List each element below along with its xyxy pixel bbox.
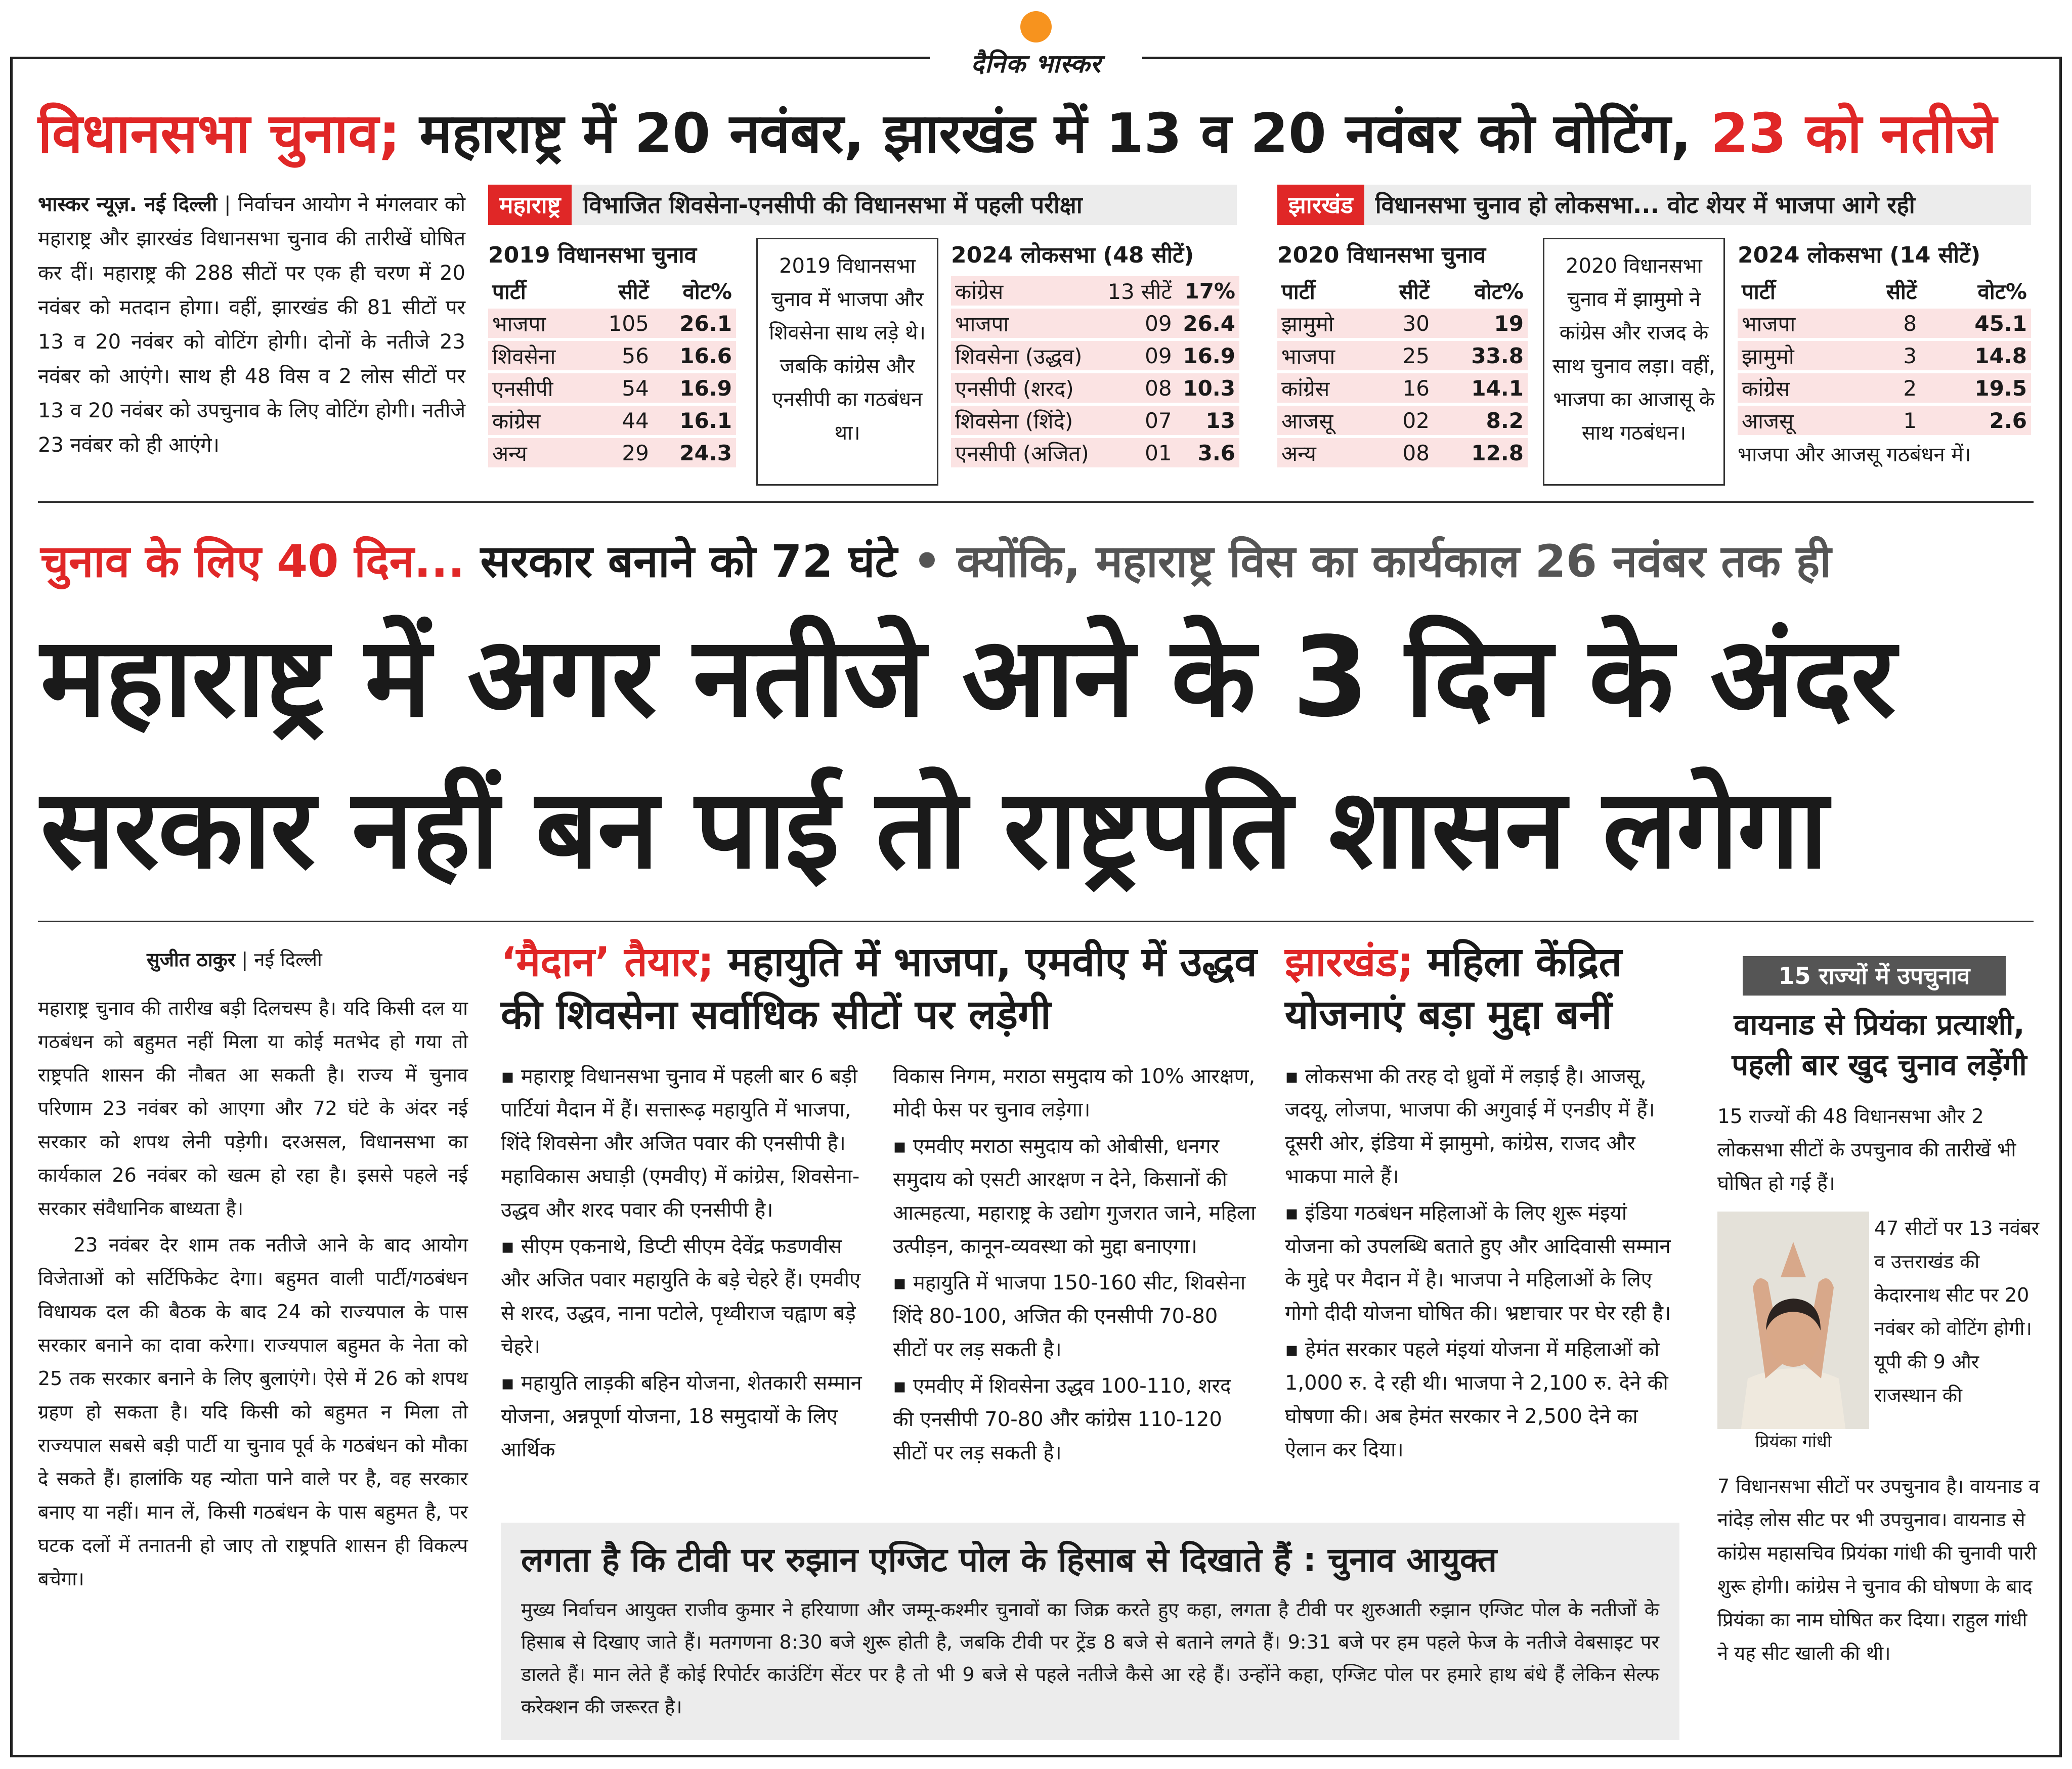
table-row (951, 406, 1239, 435)
cell-vote: 14.1 (1434, 373, 1528, 403)
maharashtra-header (488, 185, 1237, 225)
cell-seats: 54 (586, 373, 653, 403)
jharkhand-header (1277, 185, 2031, 225)
cell-party: भाजपा (1738, 309, 1850, 338)
cell-party: शिवसेना (शिंदे) (951, 406, 1100, 435)
cell-party: शिवसेना (उद्धव) (951, 341, 1100, 370)
jharkhand-story-headline (1285, 936, 1679, 1041)
table-row (1277, 341, 1528, 370)
subhead-black: सरकार बनाने को 72 घंटे (464, 535, 897, 587)
cell-vote: 3.6 (1176, 438, 1239, 467)
cell-vote: 16.9 (653, 373, 736, 403)
subhead (40, 529, 2044, 594)
author-place: नई दिल्ली (254, 948, 322, 971)
subhead-red: चुनाव के लिए 40 दिन... (40, 535, 465, 587)
main-headline-line1: महाराष्ट्र में अगर नतीजे आने के 3 दिन के अंदर (40, 614, 1895, 742)
maidan-bullet: ▪ महाराष्ट्र विधानसभा चुनाव में पहली बार 6 बड़ी पार्टियां मैदान में हैं। सत्तारूढ़ महायुति में भाजपा, शिंदे शिवसेना और अजित पवार की एनसीपी है। महाविकास अघाड़ी (एमवीए) में कांग्रेस, शिवसेना-उद्धव और शरद पवार की एनसीपी है। (501, 1065, 860, 1222)
col-party: पार्टी (1281, 279, 1315, 304)
quote-box (501, 1523, 1679, 1740)
cell-seats: 29 (586, 438, 653, 467)
cell-vote: 16.6 (653, 341, 736, 370)
cell-vote: 13 (1176, 406, 1239, 435)
cell-seats: 44 (586, 406, 653, 435)
cell-party: अन्य (488, 438, 586, 467)
cell-seats: 30 (1373, 309, 1434, 338)
cell-party: कांग्रेस (951, 276, 1100, 306)
headline-red-tail: 23 को नतीजे (1691, 102, 1997, 165)
jh-2024-table (1738, 238, 2031, 471)
cell-party: कांग्रेस (1277, 373, 1373, 403)
maidan-col-2 (893, 1060, 1257, 1515)
maharashtra-heading: विभाजित शिवसेना-एनसीपी की विधानसभा में पहली परीक्षा (583, 191, 1083, 219)
author-name: सुजीत ठाकुर (147, 948, 236, 971)
maidan-bullet: विकास निगम, मराठा समुदाय को 10% आरक्षण, मोदी फेस पर चुनाव लड़ेगा। (893, 1065, 1256, 1121)
bypoll-headline: वायनाड से प्रियंका प्रत्याशी, पहली बार खुद चुनाव लड़ेंगी (1732, 1007, 2027, 1082)
table-row (1738, 373, 2031, 403)
table-row (1277, 406, 1528, 435)
cell-party: कांग्रेस (488, 406, 586, 435)
quote-text: मुख्य निर्वाचन आयुक्त राजीव कुमार ने हरियाणा और जम्मू-कश्मीर चुनावों का जिक्र करते हुए कहा, लगता है टीवी पर शुरुआती रुझान एग्जिट पोल के नतीजों के हिसाब से दिखाए जाते हैं। मतगणना 8:30 बजे शुरू होती है, जबकि टीवी पर ट्रेंड 8 बजे से बताने लगते हैं। 9:31 बजे पर हम पहले फेज के नतीजे वेबसाइट पर डालते हैं। मान लेते हैं कोई रिपोर्टर काउंटिंग सेंटर पर है तो भी 9 बजे से पहले नतीजे कैसे आ रहे हैं। उन्होंने कहा, एग्जिट पोल पर हमारे हाथ बंधे हैं लेकिन सेल्फ करेक्शन की जरूरत है। (521, 1599, 1659, 1718)
cell-vote: 33.8 (1434, 341, 1528, 370)
table-row (488, 406, 736, 435)
maidan-bullet: ▪ एमवीए मराठा समुदाय को ओबीसी, धनगर समुदाय को एसटी आरक्षण न देने, किसानों की आत्महत्या, महाराष्ट्र के उद्योग गुजरात जाने, महिला उत्पीड़न, कानून-व्यवस्था को मुद्दा बनाएगा। (893, 1135, 1256, 1258)
mh-2019-table (488, 238, 736, 470)
table-row (1277, 373, 1528, 403)
masthead (930, 11, 1142, 87)
photo-caption: प्रियंका गांधी (1755, 1432, 1832, 1452)
table-row (951, 276, 1239, 306)
jharkhand-tag: झारखंड (1277, 185, 1364, 225)
cell-seats: 09 (1100, 341, 1176, 370)
cell-vote: 24.3 (653, 438, 736, 467)
cell-seats: 08 (1100, 373, 1176, 403)
main-headline-line2: सरकार नहीं बन पाई तो राष्ट्रपति शासन लगेगा (40, 765, 1827, 893)
cell-party: अन्य (1277, 438, 1373, 467)
table-row (1738, 309, 2031, 338)
cell-party: भाजपा (951, 309, 1100, 338)
top-headline (38, 96, 2041, 172)
jh-2024-title: 2024 लोकसभा (14 सीटें) (1738, 242, 1981, 268)
quote-title: लगता है कि टीवी पर रुझान एग्जिट पोल के हिसाब से दिखाते हैं : चुनाव आयुक्त (521, 1540, 1497, 1579)
mh-note-box: 2019 विधानसभा चुनाव में भाजपा और शिवसेना साथ लड़े थे। जबकि कांग्रेस और एनसीपी का गठबंधन था। (756, 238, 938, 486)
jh-note-box: 2020 विधानसभा चुनाव में झामुमो ने कांग्रेस और राजद के साथ चुनाव लड़ा। वहीं, भाजपा का आजासू के साथ गठबंधन। (1543, 238, 1725, 486)
maidan-bullet: ▪ सीएम एकनाथे, डिप्टी सीएम देवेंद्र फडणवीस और अजित पवार महायुति के बड़े चेहरे हैं। एमवीए से शरद, उद्धव, नाना पटोले, पृथ्वीराज चह्वाण बड़े चेहरे। (501, 1235, 861, 1358)
cell-vote: 26.4 (1176, 309, 1239, 338)
cell-seats: 07 (1100, 406, 1176, 435)
person-photo-icon (1717, 1212, 1869, 1454)
col-vote: वोट% (682, 279, 732, 304)
maidan-bullet: ▪ एमवीए में शिवसेना उद्धव 100-110, शरद की एनसीपी 70-80 और कांग्रेस 110-120 सीटों पर लड़ सकती है। (893, 1374, 1231, 1464)
cell-vote: 16.9 (1176, 341, 1239, 370)
jharkhand-story-body (1285, 1060, 1679, 1515)
mh-2019-title: 2019 विधानसभा चुनाव (488, 242, 697, 268)
table-row (1738, 341, 2031, 370)
cell-vote: 26.1 (653, 309, 736, 338)
cell-party: भाजपा (488, 309, 586, 338)
table-row (951, 309, 1239, 338)
jh-2024-footnote: भाजपा और आजसू गठबंधन में। (1738, 443, 1971, 466)
main-byline: सुजीत ठाकुर | नई दिल्ली (147, 948, 322, 971)
col-party: पार्टी (492, 279, 526, 304)
cell-vote: 45.1 (1921, 309, 2031, 338)
subhead-grey: • क्योंकि, महाराष्ट्र विस का कार्यकाल 26 नवंबर तक ही (897, 535, 1832, 587)
cell-seats: 09 (1100, 309, 1176, 338)
main-story (38, 991, 468, 1730)
divider (38, 501, 2034, 503)
col-seats: सीटें (618, 279, 649, 304)
cell-party: एनसीपी (शरद) (951, 373, 1100, 403)
col-seats: सीटें (1886, 279, 1917, 304)
main-para-1: महाराष्ट्र चुनाव की तारीख बड़ी दिलचस्प है। यदि किसी दल या गठबंधन को बहुमत नहीं मिला या कोई मतभेद हो गया तो राष्ट्रपति शासन की नौबत आ सकती है। राज्य में चुनाव परिणाम 23 नवंबर को आएगा और 72 घंटे के अंदर नई सरकार को शपथ लेनी पड़ेगी। दरअसल, विधानसभा का कार्यकाल 26 नवंबर को खत्म हो रहा है। इससे पहले नई सरकार संवैधानिक बाध्यता है। (38, 997, 468, 1220)
table-row (1738, 406, 2031, 435)
main-para-2: 23 नवंबर देर शाम तक नतीजे आने के बाद आयोग विजेताओं को सर्टिफिकेट देगा। बहुमत वाली पार्टी/गठबंधन विधायक दल की बैठक के बाद 24 को राज्यपाल के पास सरकार बनाने का दावा करेगा। राज्यपाल बहुमत के नेता को 25 तक सरकार बनाने के लिए बुलाएंगे। ऐसे में 26 को शपथ ग्रहण हो सकता है। यदि किसी को बहुमत न मिला तो राज्यपाल सबसे बड़ी पार्टी या चुनाव पूर्व के गठबंधन को मौका दे सकते हैं। हालांकि यह न्योता पाने वाले पर है, वह सरकार बनाए या नहीं। मान लें, किसी गठबंधन के पास बहुमत है, पर घटक दलों में तनातनी हो जाए तो राष्ट्रपति शासन ही विकल्प बचेगा। (38, 1234, 468, 1590)
headline-black: महाराष्ट्र में 20 नवंबर, झारखंड में 13 व 20 नवंबर को वोटिंग, (400, 102, 1692, 165)
jharkhand-heading: विधानसभा चुनाव हो लोकसभा... वोट शेयर में भाजपा आगे रही (1375, 191, 1915, 219)
headline-red: विधानसभा चुनाव; (38, 102, 401, 165)
bypoll-beside-photo: 47 सीटों पर 13 नवंबर व उत्तराखंड की केदारनाथ सीट पर 20 नवंबर को वोटिंग होगी। यूपी की 9 और राजस्थान की (1874, 1217, 2040, 1406)
cell-seats: 105 (586, 309, 653, 338)
main-headline (40, 602, 2044, 905)
col-seats: सीटें (1399, 279, 1430, 304)
cell-vote: 19.5 (1921, 373, 2031, 403)
divider (38, 921, 2034, 922)
cell-party: झामुमो (1738, 341, 1850, 370)
cell-party: कांग्रेस (1738, 373, 1850, 403)
jh-bullet: ▪ लोकसभा की तरह दो ध्रुवों में लड़ाई है। आजसू, जदयू, लोजपा, भाजपा की अगुवाई में एनडीए में हैं। दूसरी ओर, इंडिया में झामुमो, कांग्रेस, राजद और भाकपा माले हैं। (1285, 1065, 1655, 1188)
col-vote: वोट% (1474, 279, 1524, 304)
cell-seats: 16 (1373, 373, 1434, 403)
table-row (488, 341, 736, 370)
bypoll-badge: 15 राज्यों में उपचुनाव (1743, 956, 2006, 996)
cell-party: शिवसेना (488, 341, 586, 370)
bypoll-intro: 15 राज्यों की 48 विधानसभा और 2 लोकसभा सीटों के उपचुनाव की तारीखें भी घोषित हो गई हैं। (1717, 1105, 2016, 1195)
maidan-bullet: ▪ महायुति में भाजपा 150-160 सीट, शिवसेना शिंदे 80-100, अजित की एनसीपी 70-80 सीटों पर लड़ सकती है। (893, 1271, 1246, 1361)
maidan-col-1 (501, 1060, 865, 1515)
cell-seats: 3 (1850, 341, 1921, 370)
table-row (1277, 309, 1528, 338)
jh-head-red: झारखंड; (1285, 938, 1414, 985)
table-row (951, 341, 1239, 370)
table-row (488, 373, 736, 403)
cell-vote: 10.3 (1176, 373, 1239, 403)
cell-vote: 17% (1176, 276, 1239, 306)
col-vote: वोट% (1977, 279, 2027, 304)
maidan-headline (501, 936, 1260, 1041)
cell-vote: 19 (1434, 309, 1528, 338)
cell-party: एनसीपी (अजित) (951, 438, 1100, 467)
cell-vote: 8.2 (1434, 406, 1528, 435)
cell-party: भाजपा (1277, 341, 1373, 370)
cell-seats: 25 (1373, 341, 1434, 370)
table-row (488, 438, 736, 467)
cell-seats: 01 (1100, 438, 1176, 467)
cell-vote: 2.6 (1921, 406, 2031, 435)
jh-head-black: महिला केंद्रित योजनाएं बड़ा मुद्दा बनीं (1285, 938, 1622, 1038)
table-row (951, 373, 1239, 403)
table-row (488, 309, 736, 338)
cell-vote: 12.8 (1434, 438, 1528, 467)
cell-seats: 02 (1373, 406, 1434, 435)
maharashtra-tag: महाराष्ट्र (488, 185, 572, 225)
bypoll-rest: 7 विधानसभा सीटों पर उपचुनाव है। वायनाड व नांदेड़ लोस सीट पर भी उपचुनाव। वायनाड से कांग्रेस महासचिव प्रियंका गांधी की चुनावी पारी शुरू होगी। कांग्रेस ने चुनाव की घोषणा के बाद प्रियंका का नाम घोषित कर दिया। राहुल गांधी ने यह सीट खाली की थी। (1717, 1475, 2040, 1664)
cell-party: आजसू (1738, 406, 1850, 435)
col-party: पार्टी (1742, 279, 1776, 304)
masthead-name: दैनिक भास्कर (971, 49, 1101, 78)
sun-logo-icon (1020, 11, 1052, 42)
table-row (1277, 438, 1528, 467)
maidan-head-black: महायुति में भाजपा, एमवीए में उद्धव की शिवसेना सर्वाधिक सीटों पर लड़ेगी (501, 938, 1257, 1038)
cell-seats: 2 (1850, 373, 1921, 403)
priyanka-photo (1717, 1212, 1869, 1454)
mh-2024-title: 2024 लोकसभा (48 सीटें) (951, 242, 1194, 268)
cell-seats: 1 (1850, 406, 1921, 435)
maidan-head-red: ‘मैदान’ तैयार; (501, 938, 714, 985)
cell-seats: 56 (586, 341, 653, 370)
cell-party: आजसू (1277, 406, 1373, 435)
jh-bullet: ▪ हेमंत सरकार पहले मंइयां योजना में महिलाओं को 1,000 रु. दे रही थी। भाजपा ने 2,100 रु. देने की घोषणा की। अब हेमंत सरकार ने 2,500 देने का ऐलान कर दिया। (1285, 1338, 1668, 1461)
jh-2020-title: 2020 विधानसभा चुनाव (1277, 242, 1486, 268)
cell-seats: 08 (1373, 438, 1434, 467)
jh-2020-table (1277, 238, 1528, 470)
table-row (951, 438, 1239, 467)
maidan-bullet: ▪ महायुति लाड़की बहिन योजना, शेतकारी सम्मान योजना, अन्नपूर्णा योजना, 18 समुदायों के लिए आर्थिक (501, 1371, 862, 1461)
cell-seats: 13 सीटें (1100, 276, 1176, 306)
cell-party: एनसीपी (488, 373, 586, 403)
jh-bullet: ▪ इंडिया गठबंधन महिलाओं के लिए शुरू मंइयां योजना को उपलब्धि बताते हुए और आदिवासी सम्मान के मुद्दे पर मैदान में है। भाजपा ने महिलाओं के लिए गोगो दीदी योजना घोषित की। भ्रष्टाचार पर घेर रही है। (1285, 1201, 1671, 1325)
intro-story: भास्कर न्यूज़. नई दिल्ली | निर्वाचन आयोग ने मंगलवार को महाराष्ट्र और झारखंड विधानसभा चुनाव की तारीखें घोषित कर दीं। महाराष्ट्र की 288 सीटों पर एक ही चरण में 20 नवंबर को मतदान होगा। वहीं, झारखंड की 81 सीटों पर 13 व 20 नवंबर को वोटिंग होगी। दोनों के नतीजे 23 नवंबर को आएंगे। साथ ही 48 विस व 2 लोस सीटों पर 13 व 20 नवंबर को उपचुनाव के लिए वोटिंग होगी। नतीजे 23 नवंबर को ही आएंगे। (38, 193, 465, 457)
cell-party: झामुमो (1277, 309, 1373, 338)
cell-seats: 8 (1850, 309, 1921, 338)
intro-byline: भास्कर न्यूज़. नई दिल्ली (38, 193, 218, 216)
cell-vote: 14.8 (1921, 341, 2031, 370)
mh-2024-table (951, 238, 1239, 470)
cell-vote: 16.1 (653, 406, 736, 435)
intro-text: निर्वाचन आयोग ने मंगलवार को महाराष्ट्र और झारखंड विधानसभा चुनाव की तारीखें घोषित कर दीं। महाराष्ट्र की 288 सीटों पर एक ही चरण में 20 नवंबर को मतदान होगा। वहीं, झारखंड की 81 सीटों पर 13 व 20 नवंबर को वोटिंग होगी। दोनों के नतीजे 23 नवंबर को आएंगे। साथ ही 48 विस व 2 लोस सीटों पर 13 व 20 नवंबर को उपचुनाव के लिए वोटिंग होगी। नतीजे 23 नवंबर को ही आएंगे। (38, 193, 465, 457)
